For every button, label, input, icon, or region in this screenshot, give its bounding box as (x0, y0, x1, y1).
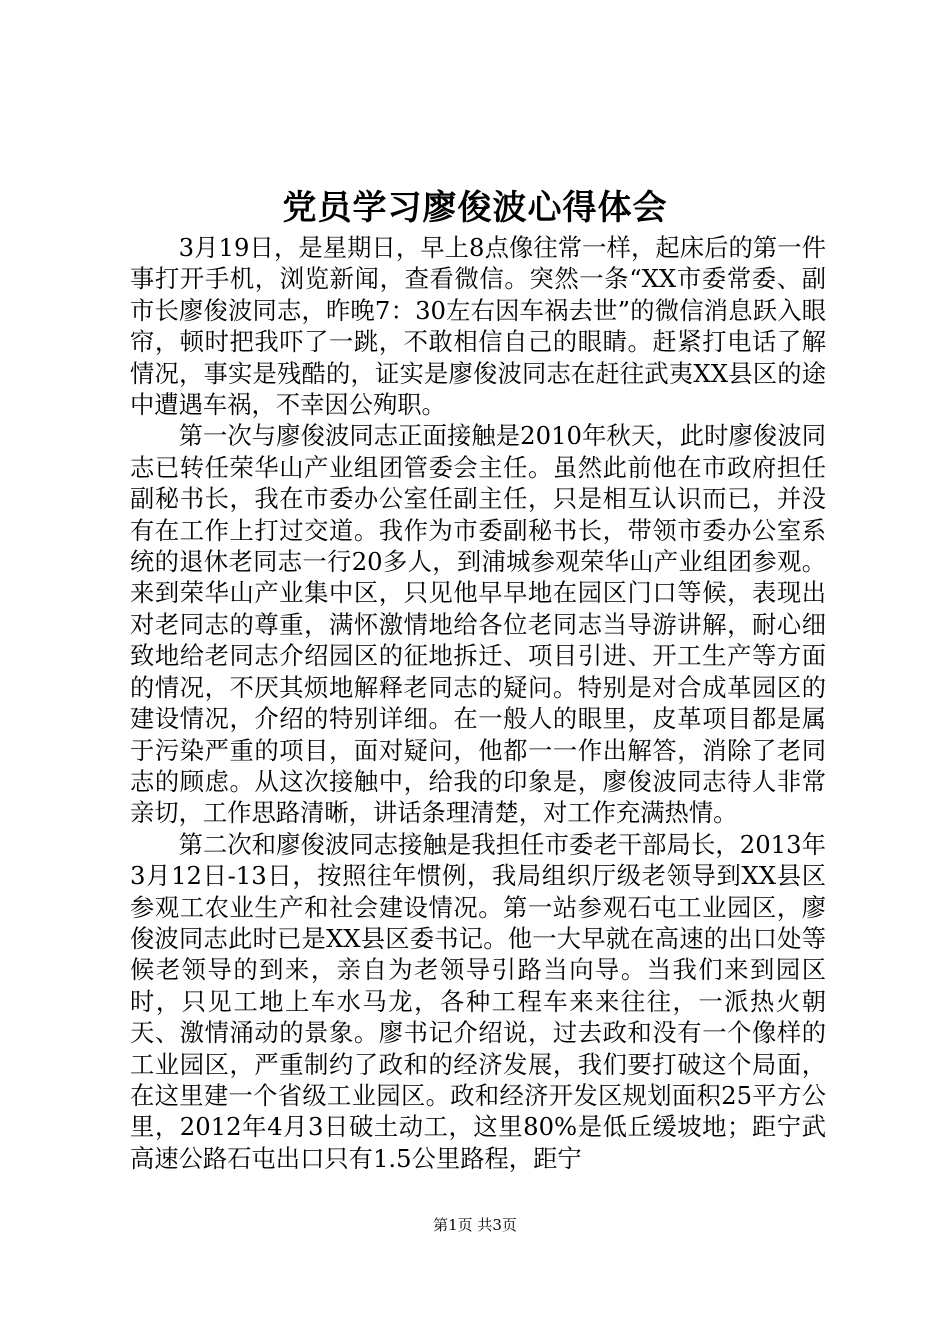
document-body (130, 232, 826, 1174)
paragraph-3: 第二次和廖俊波同志接触是我担任市委老干部局长，2013年3月12日-13日，按照往年惯例，我局组织厅级老领导到XX县区参观工农业生产和社会建设情况。第一站参观石屯工业园区，廖俊波同志此时已是XX县区委书记。他一大早就在高速的出口处等候老领导的到来，亲自为老领导引路当向导。当我们来到园区时，只见工地上车水马龙，各种工程车来来往往，一派热火朝天、激情涌动的景象。廖书记介绍说，过去政和没有一个像样的工业园区，严重制约了政和的经济发展，我们要打破这个局面，在这里建一个省级工业园区。政和经济开发区规划面积25平方公里，2012年4月3日破土动工，这里80%是低丘缓坡地；距宁武高速公路石屯出口只有1.5公里路程，距宁 (130, 829, 826, 1173)
document-title: 党员学习廖俊波心得体会 (282, 188, 668, 228)
paragraph-1: 3月19日，是星期日，早上8点像往常一样，起床后的第一件事打开手机，浏览新闻，查看微信。突然一条“XX市委常委、副市长廖俊波同志，昨晚7：30左右因车祸去世”的微信消息跃入眼帘，顿时把我吓了一跳，不敢相信自己的眼睛。赶紧打电话了解情况，事实是残酷的，证实是廖俊波同志在赶往武夷XX县区的途中遭遇车祸，不幸因公殉职。 (130, 233, 826, 420)
paragraph-2: 第一次与廖俊波同志正面接触是2010年秋天，此时廖俊波同志已转任荣华山产业组团管委会主任。虽然此前他在市政府担任副秘书长，我在市委办公室任副主任，只是相互认识而已，并没有在工作上打过交道。我作为市委副秘书长，带领市委办公室系统的退休老同志一行20多人，到浦城参观荣华山产业组团参观。来到荣华山产业集中区，只见他早早地在园区门口等候，表现出对老同志的尊重，满怀激情地给各位老同志当导游讲解，耐心细致地给老同志介绍园区的征地拆迁、项目引进、开工生产等方面的情况，不厌其烦地解释老同志的疑问。特别是对合成革园区的建设情况，介绍的特别详细。在一般人的眼里，皮革项目都是属于污染严重的项目，面对疑问，他都一一作出解答，消除了老同志的顾虑。从这次接触中，给我的印象是，廖俊波同志待人非常亲切，工作思路清晰，讲话条理清楚，对工作充满热情。 (130, 421, 826, 828)
page-footer: 第1页 共3页 (433, 1216, 517, 1234)
